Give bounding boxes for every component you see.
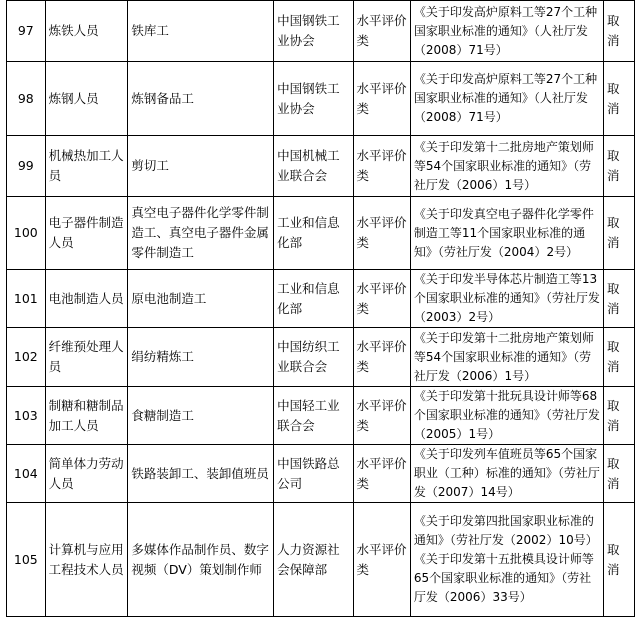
row-number: 101: [7, 270, 46, 328]
responsible-dept: 中国钢铁工业协会: [274, 62, 353, 136]
status: 取消: [604, 136, 635, 197]
occupation-category: 制糖和糖制品加工人员: [45, 387, 128, 445]
occupation-name: 剪切工: [128, 136, 274, 197]
status: 取消: [604, 445, 635, 503]
table-row: [7, 445, 635, 503]
occupation-name: 铁路装卸工、装卸值班员: [128, 445, 274, 503]
evaluation-type: 水平评价类: [353, 445, 410, 503]
occupation-category: 计算机与应用工程技术人员: [45, 503, 128, 617]
responsible-dept: 工业和信息化部: [274, 270, 353, 328]
row-number: 99: [7, 136, 46, 197]
basis-document: 《关于印发第十二批房地产策划师等54个国家职业标准的通知》（劳社厅发（2006）1号）: [410, 136, 603, 197]
status: 取消: [604, 270, 635, 328]
occupation-category: 炼铁人员: [45, 1, 128, 62]
occupation-cancellation-table: [6, 0, 635, 617]
occupation-name: 炼钢备品工: [128, 62, 274, 136]
row-number: 105: [7, 503, 46, 617]
basis-document: 《关于印发列车值班员等65个国家职业（工种）标准的通知》（劳社厅发（2007）14号）: [410, 445, 603, 503]
status: 取消: [604, 387, 635, 445]
table-row: [7, 328, 635, 387]
occupation-category: 电子器件制造人员: [45, 197, 128, 270]
row-number: 104: [7, 445, 46, 503]
evaluation-type: 水平评价类: [353, 197, 410, 270]
table-row: [7, 1, 635, 62]
evaluation-type: 水平评价类: [353, 1, 410, 62]
status: 取消: [604, 503, 635, 617]
occupation-category: 炼钢人员: [45, 62, 128, 136]
row-number: 100: [7, 197, 46, 270]
occupation-category: 简单体力劳动人员: [45, 445, 128, 503]
occupation-name: 绢纺精炼工: [128, 328, 274, 387]
occupation-category: 机械热加工人员: [45, 136, 128, 197]
evaluation-type: 水平评价类: [353, 503, 410, 617]
row-number: 102: [7, 328, 46, 387]
table-row: [7, 387, 635, 445]
row-number: 97: [7, 1, 46, 62]
table-row: [7, 503, 635, 617]
table-body: [7, 1, 635, 617]
basis-document: 《关于印发半导体芯片制造工等13个国家职业标准的通知》（劳社厅发（2003）2号）: [410, 270, 603, 328]
table-row: [7, 270, 635, 328]
responsible-dept: 中国铁路总公司: [274, 445, 353, 503]
evaluation-type: 水平评价类: [353, 328, 410, 387]
occupation-category: 纤维预处理人员: [45, 328, 128, 387]
basis-document: 《关于印发高炉原料工等27个工种国家职业标准的通知》（人社厅发（2008）71号）: [410, 62, 603, 136]
occupation-name: 多媒体作品制作员、数字视频（DV）策划制作师: [128, 503, 274, 617]
occupation-name: 原电池制造工: [128, 270, 274, 328]
basis-document: 《关于印发第十批玩具设计师等68个国家职业标准的通知》（劳社厅发（2005）1号）: [410, 387, 603, 445]
evaluation-type: 水平评价类: [353, 270, 410, 328]
responsible-dept: 中国纺织工业联合会: [274, 328, 353, 387]
status: 取消: [604, 62, 635, 136]
evaluation-type: 水平评价类: [353, 387, 410, 445]
responsible-dept: 中国轻工业联合会: [274, 387, 353, 445]
basis-document: 《关于印发真空电子器件化学零件制造工等11个国家职业标准的通知》（劳社厅发（2004）2号）: [410, 197, 603, 270]
occupation-category: 电池制造人员: [45, 270, 128, 328]
row-number: 98: [7, 62, 46, 136]
occupation-name: 铁库工: [128, 1, 274, 62]
occupation-name: 真空电子器件化学零件制造工、真空电子器件金属零件制造工: [128, 197, 274, 270]
table-row: [7, 62, 635, 136]
status: 取消: [604, 328, 635, 387]
responsible-dept: 中国钢铁工业协会: [274, 1, 353, 62]
status: 取消: [604, 1, 635, 62]
table-row: [7, 197, 635, 270]
responsible-dept: 工业和信息化部: [274, 197, 353, 270]
responsible-dept: 中国机械工业联合会: [274, 136, 353, 197]
basis-document: 《关于印发第四批国家职业标准的通知》（劳社厅发（2002）10号） 《关于印发第十五批模具设计师等65个国家职业标准的通知》（劳社厅发（2006）33号）: [410, 503, 603, 617]
evaluation-type: 水平评价类: [353, 62, 410, 136]
table-row: [7, 136, 635, 197]
basis-document: 《关于印发高炉原料工等27个工种国家职业标准的通知》（人社厅发（2008）71号）: [410, 1, 603, 62]
evaluation-type: 水平评价类: [353, 136, 410, 197]
row-number: 103: [7, 387, 46, 445]
status: 取消: [604, 197, 635, 270]
basis-document: 《关于印发第十二批房地产策划师等54个国家职业标准的通知》（劳社厅发（2006）1号）: [410, 328, 603, 387]
occupation-name: 食糖制造工: [128, 387, 274, 445]
responsible-dept: 人力资源社会保障部: [274, 503, 353, 617]
